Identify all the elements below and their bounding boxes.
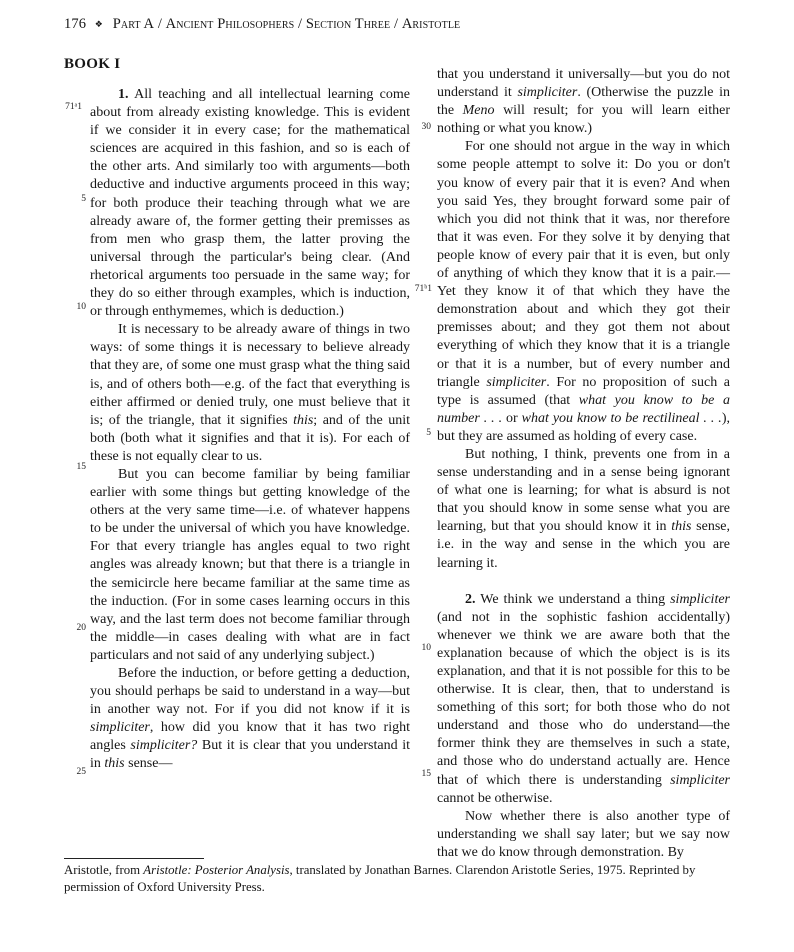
paragraph bbox=[437, 138, 730, 446]
paragraph-text: We think we understand a thing bbox=[480, 591, 671, 607]
paragraph-text: . For no proposition of such a type is assumed (that bbox=[437, 374, 730, 408]
emphasis: simpliciter? bbox=[130, 738, 198, 754]
paragraph-text: Now whether there is also another type of understanding we shall say later; but we say now that we do know through demonstration. By bbox=[437, 808, 730, 860]
paragraph-text: sense, i.e. in the way and sense in the which you are learning it. bbox=[437, 519, 730, 571]
paragraph-text: But you can become familiar by being familiar earlier with some things but getting knowledge of the others at the very same time—i.e. of whatever happens to be under the universal of which you have knowledge. For that every triangle has angles equal to two right angles was already known; but that there is a triangle in the semicircle here became familiar at the same time as the induction. (For in some cases learning occurs in this way, and the last term does not become familiar through the middle—in cases dealing with what are in fact particulars and not said of any underlying subject.) bbox=[90, 466, 410, 663]
running-head-division: Ancient Philosophers bbox=[165, 16, 295, 32]
line-number: 30 bbox=[421, 122, 431, 132]
ornament-icon: ❖ bbox=[94, 19, 103, 29]
footnote bbox=[64, 862, 744, 895]
line-number: 71ᵃ1 bbox=[65, 102, 82, 112]
paragraph bbox=[437, 808, 730, 862]
running-head: 176 ❖ Part A / Ancient Philosophers / Section Three / Aristotle bbox=[64, 16, 461, 32]
line-number: 10 bbox=[76, 302, 86, 312]
line-number: 71ᵇ1 bbox=[414, 284, 432, 294]
emphasis: this bbox=[104, 756, 125, 772]
paragraph bbox=[437, 591, 730, 808]
paragraph-text: . (Otherwise the puzzle in the bbox=[437, 85, 730, 119]
left-column bbox=[90, 58, 410, 774]
page-number: 176 bbox=[64, 16, 87, 32]
footnote-rule bbox=[64, 858, 204, 859]
line-number: 20 bbox=[76, 623, 86, 633]
emphasis: simpliciter bbox=[486, 374, 547, 390]
paragraph-text: cannot be otherwise. bbox=[437, 790, 553, 806]
paragraph bbox=[90, 86, 410, 321]
running-head-section: Section Three bbox=[305, 16, 391, 32]
emphasis: simpliciter bbox=[670, 772, 730, 788]
paragraph bbox=[437, 66, 730, 138]
footnote-title: Aristotle: Posterior Analysis bbox=[143, 863, 290, 877]
paragraph-text: ; and of the unit both (both what it signifies and that it is). For each of these is not equally clear to us. bbox=[90, 412, 410, 464]
emphasis: simpliciter bbox=[90, 720, 150, 736]
paragraph-text: or bbox=[502, 410, 522, 426]
paragraph bbox=[90, 665, 410, 774]
paragraph-text: that you understand it universally—but you do not understand it bbox=[437, 67, 730, 101]
running-head-author: Aristotle bbox=[401, 16, 461, 32]
right-column bbox=[437, 66, 730, 862]
emphasis: this bbox=[293, 412, 314, 428]
paragraph bbox=[90, 466, 410, 665]
line-number: 5 bbox=[81, 194, 86, 204]
paragraph-text: It is necessary to be already aware of things in two ways: of some things it is necessary to believe already that they are, of some one must grasp what the thing said is, and of others both—e.g. of the fact that everything is either affirmed or denied truly, one must believe that it is; of the triangle, that it signifies bbox=[90, 322, 410, 428]
paragraph-text: ), but they are assumed as holding of every case. bbox=[437, 410, 730, 444]
footnote-text: , translated by Jonathan Barnes. Clarendon Aristotle Series, 1975. Reprinted by permission of Oxford University Press. bbox=[64, 863, 696, 894]
line-number: 25 bbox=[76, 767, 86, 777]
book-heading: BOOK I bbox=[64, 56, 121, 72]
line-number: 15 bbox=[76, 462, 86, 472]
paragraph-text: But nothing, I think, prevents one from in a sense understanding and in a sense being ignorant of what one is learning; for what is absurd is not that you should know in some sense what you are learning, but that you should know it in bbox=[437, 446, 730, 535]
section-number: 1. bbox=[118, 87, 129, 102]
emphasis: simpliciter bbox=[517, 85, 578, 101]
emphasis: what you know to be a number . . . bbox=[437, 392, 730, 426]
emphasis: simpliciter bbox=[670, 591, 730, 607]
line-number: 5 bbox=[426, 428, 431, 438]
paragraph-text: But it is clear that you understand it in bbox=[90, 738, 410, 772]
emphasis: what you know to be rectilineal . . . bbox=[521, 410, 722, 426]
paragraph-text: , how did you know that it has two right angles bbox=[90, 720, 410, 754]
paragraph-text: For one should not argue in the way in which some people attempt to solve it: Do you or don't you know of every pair that it is even? And when you said Yes, they brought forward some pair of which you did not think that it was, nor therefore that it was even. For they solve it by denying that people know of every pair that it is even, but only of anything of which they know that it is a pair.— Yet they know it of that which they have the demonstration about and which they got their premisses about; and they got them not about everything of which they know that it is a triangle or that it is a number, but of every number and triangle bbox=[437, 139, 730, 390]
paragraph bbox=[90, 321, 410, 466]
emphasis: Meno bbox=[462, 103, 495, 119]
paragraph-text: Before the induction, or before getting a deduction, you should perhaps be said to understand in a way—but in another way not. For if you did not know if it is bbox=[90, 666, 410, 718]
line-number: 10 bbox=[421, 643, 431, 653]
paragraph-text: All teaching and all intellectual learning come about from already existing knowledge. This is evident if we consider it in every case; for the mathematical sciences are acquired in this fashion, and so is each of the other arts. And similarly too with arguments—both deductive and inductive arguments proceed in this way; for both produce their teaching through what we are already aware of, the former getting their premisses as from men who grasp them, the latter proving the universal through the particular's being clear. (And rhetorical arguments too persuade in the same way; for they do so either through examples, which is induction, or through enthymemes, which is deduction.) bbox=[90, 87, 410, 320]
paragraph-text: (and not in the sophistic fashion accidentally) whenever we think we are aware both that the explanation because of which the object is is its explanation, and that it is not possible for this to be otherwise. It is clear, then, that to understand is something of this sort; for both those who do not understand and those who do understand—the former think they are themselves in such a state, and those who do understand actually are. Hence that of which there is understanding bbox=[437, 609, 730, 788]
paragraph-text: will result; for you will learn either nothing or what you know.) bbox=[437, 103, 730, 137]
running-head-part: Part A bbox=[112, 16, 155, 32]
footnote-text: Aristotle, from bbox=[64, 863, 144, 877]
paragraph bbox=[437, 446, 730, 573]
paragraph-text: sense— bbox=[124, 756, 173, 772]
emphasis: this bbox=[671, 519, 692, 535]
line-number: 15 bbox=[421, 769, 431, 779]
section-number: 2. bbox=[465, 591, 476, 607]
